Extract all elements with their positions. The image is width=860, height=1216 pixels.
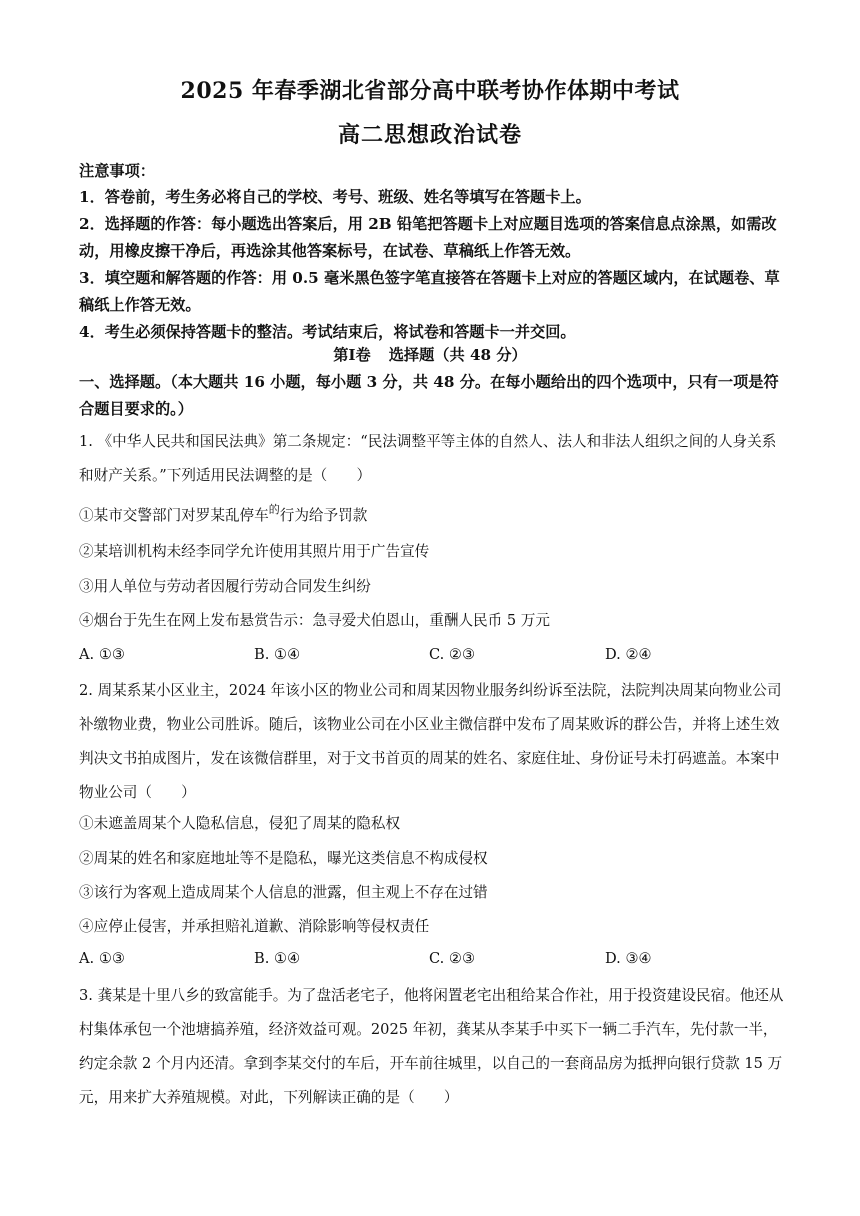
question-1-statement-1: ①某市交警部门对罗某乱停车$^的$行为给予罚款 <box>79 503 368 524</box>
option-a: A. ①③ <box>79 646 125 663</box>
option-d: D. ③④ <box>605 950 652 967</box>
question-2-statement-4: ④应停止侵害，并承担赔礼道歉、消除影响等侵权责任 <box>79 918 430 935</box>
question-2-statement-3: ③该行为客观上造成周某个人信息的泄露，但主观上不存在过错 <box>79 884 488 901</box>
option-b: B. ①④ <box>254 950 301 967</box>
exam-title: 2025 年春季湖北省部分高中联考协作体期中考试 <box>180 78 680 104</box>
question-1-stem: 1. 《中华人民共和国民法典》第二条规定：“民法调整平等主体的自然人、法人和非法人组织之间的人身关系和财产关系。”下列适用民法调整的是（ ） <box>79 433 777 484</box>
option-c: C. ②③ <box>429 950 476 967</box>
question-2-options <box>79 950 785 970</box>
option-d: D. ②④ <box>605 646 652 663</box>
question-2-stem: 2. 周某系某小区业主，2024 年该小区的物业公司和周某因物业服务纠纷诉至法院，法院判决周某向物业公司补缴物业费，物业公司胜诉。随后，该物业公司在小区业主微信群中发布了周某败诉的群公告，并将上述生效判决文书拍成图片，发在该微信群里，对于文书首页的周某的姓名、家庭住址、身份证号未打码遮盖。本案中物业公司（ ） <box>79 682 782 801</box>
option-c: C. ②③ <box>429 646 476 663</box>
notice-item: 3．填空题和解答题的作答：用 0.5 毫米黑色签字笔直接答在答题卡上对应的答题区域内，在试题卷、草稿纸上作答无效。 <box>79 269 780 314</box>
question-3-stem: 3. 龚某是十里八乡的致富能手。为了盘活老宅子，他将闲置老宅出租给某合作社，用于投资建设民宿。他还从村集体承包一个池塘搞养殖，经济效益可观。2025 年初，龚某从李某手中买下一辆二手汽车，先付款一半，约定余款 2 个月内还清。拿到李某交付的车后，开车前往城里，以自己的一套商品房为抵押向银行贷款 15 万元，用来扩大养殖规模。对此，下列解读正确的是（ ） <box>79 987 784 1106</box>
question-2-statement-2: ②周某的姓名和家庭地址等不是隐私，曝光这类信息不构成侵权 <box>79 850 488 867</box>
exam-subtitle: 高二思想政治试卷 <box>337 122 522 148</box>
question-1-options <box>79 646 785 666</box>
section-volume: 第Ⅰ卷 <box>333 346 371 364</box>
section-type: 选择题（共 48 分） <box>388 346 527 364</box>
notice-item: 4．考生必须保持答题卡的整洁。考试结束后，将试卷和答题卡一并交回。 <box>79 323 576 341</box>
question-1-statement-4: ④烟台于先生在网上发布悬赏告示：急寻爱犬伯恩山，重酬人民币 5 万元 <box>79 612 550 629</box>
section-title <box>0 344 860 365</box>
question-1-statement-2: ②某培训机构未经李同学允许使用其照片用于广告宣传 <box>79 543 430 560</box>
notice-list <box>79 184 785 346</box>
option-b: B. ①④ <box>254 646 301 663</box>
notice-item: 1．答卷前，考生务必将自己的学校、考号、班级、姓名等填写在答题卡上。 <box>79 188 591 206</box>
notice-item: 2．选择题的作答：每小题选出答案后，用 2B 铅笔把答题卡上对应题目选项的答案信息点涂黑，如需改动，用橡皮擦干净后，再选涂其他答案标号，在试卷、草稿纸上作答无效。 <box>79 215 777 260</box>
question-2-statement-1: ①未遮盖周某个人隐私信息，侵犯了周某的隐私权 <box>79 815 401 832</box>
section-instruction: 一、选择题。（本大题共 16 小题，每小题 3 分，共 48 分。在每小题给出的四个选项中，只有一项是符合题目要求的。） <box>79 373 779 418</box>
option-a: A. ①③ <box>79 950 125 967</box>
question-1-statement-3: ③用人单位与劳动者因履行劳动合同发生纠纷 <box>79 578 371 595</box>
notice-heading: 注意事项： <box>79 162 155 180</box>
